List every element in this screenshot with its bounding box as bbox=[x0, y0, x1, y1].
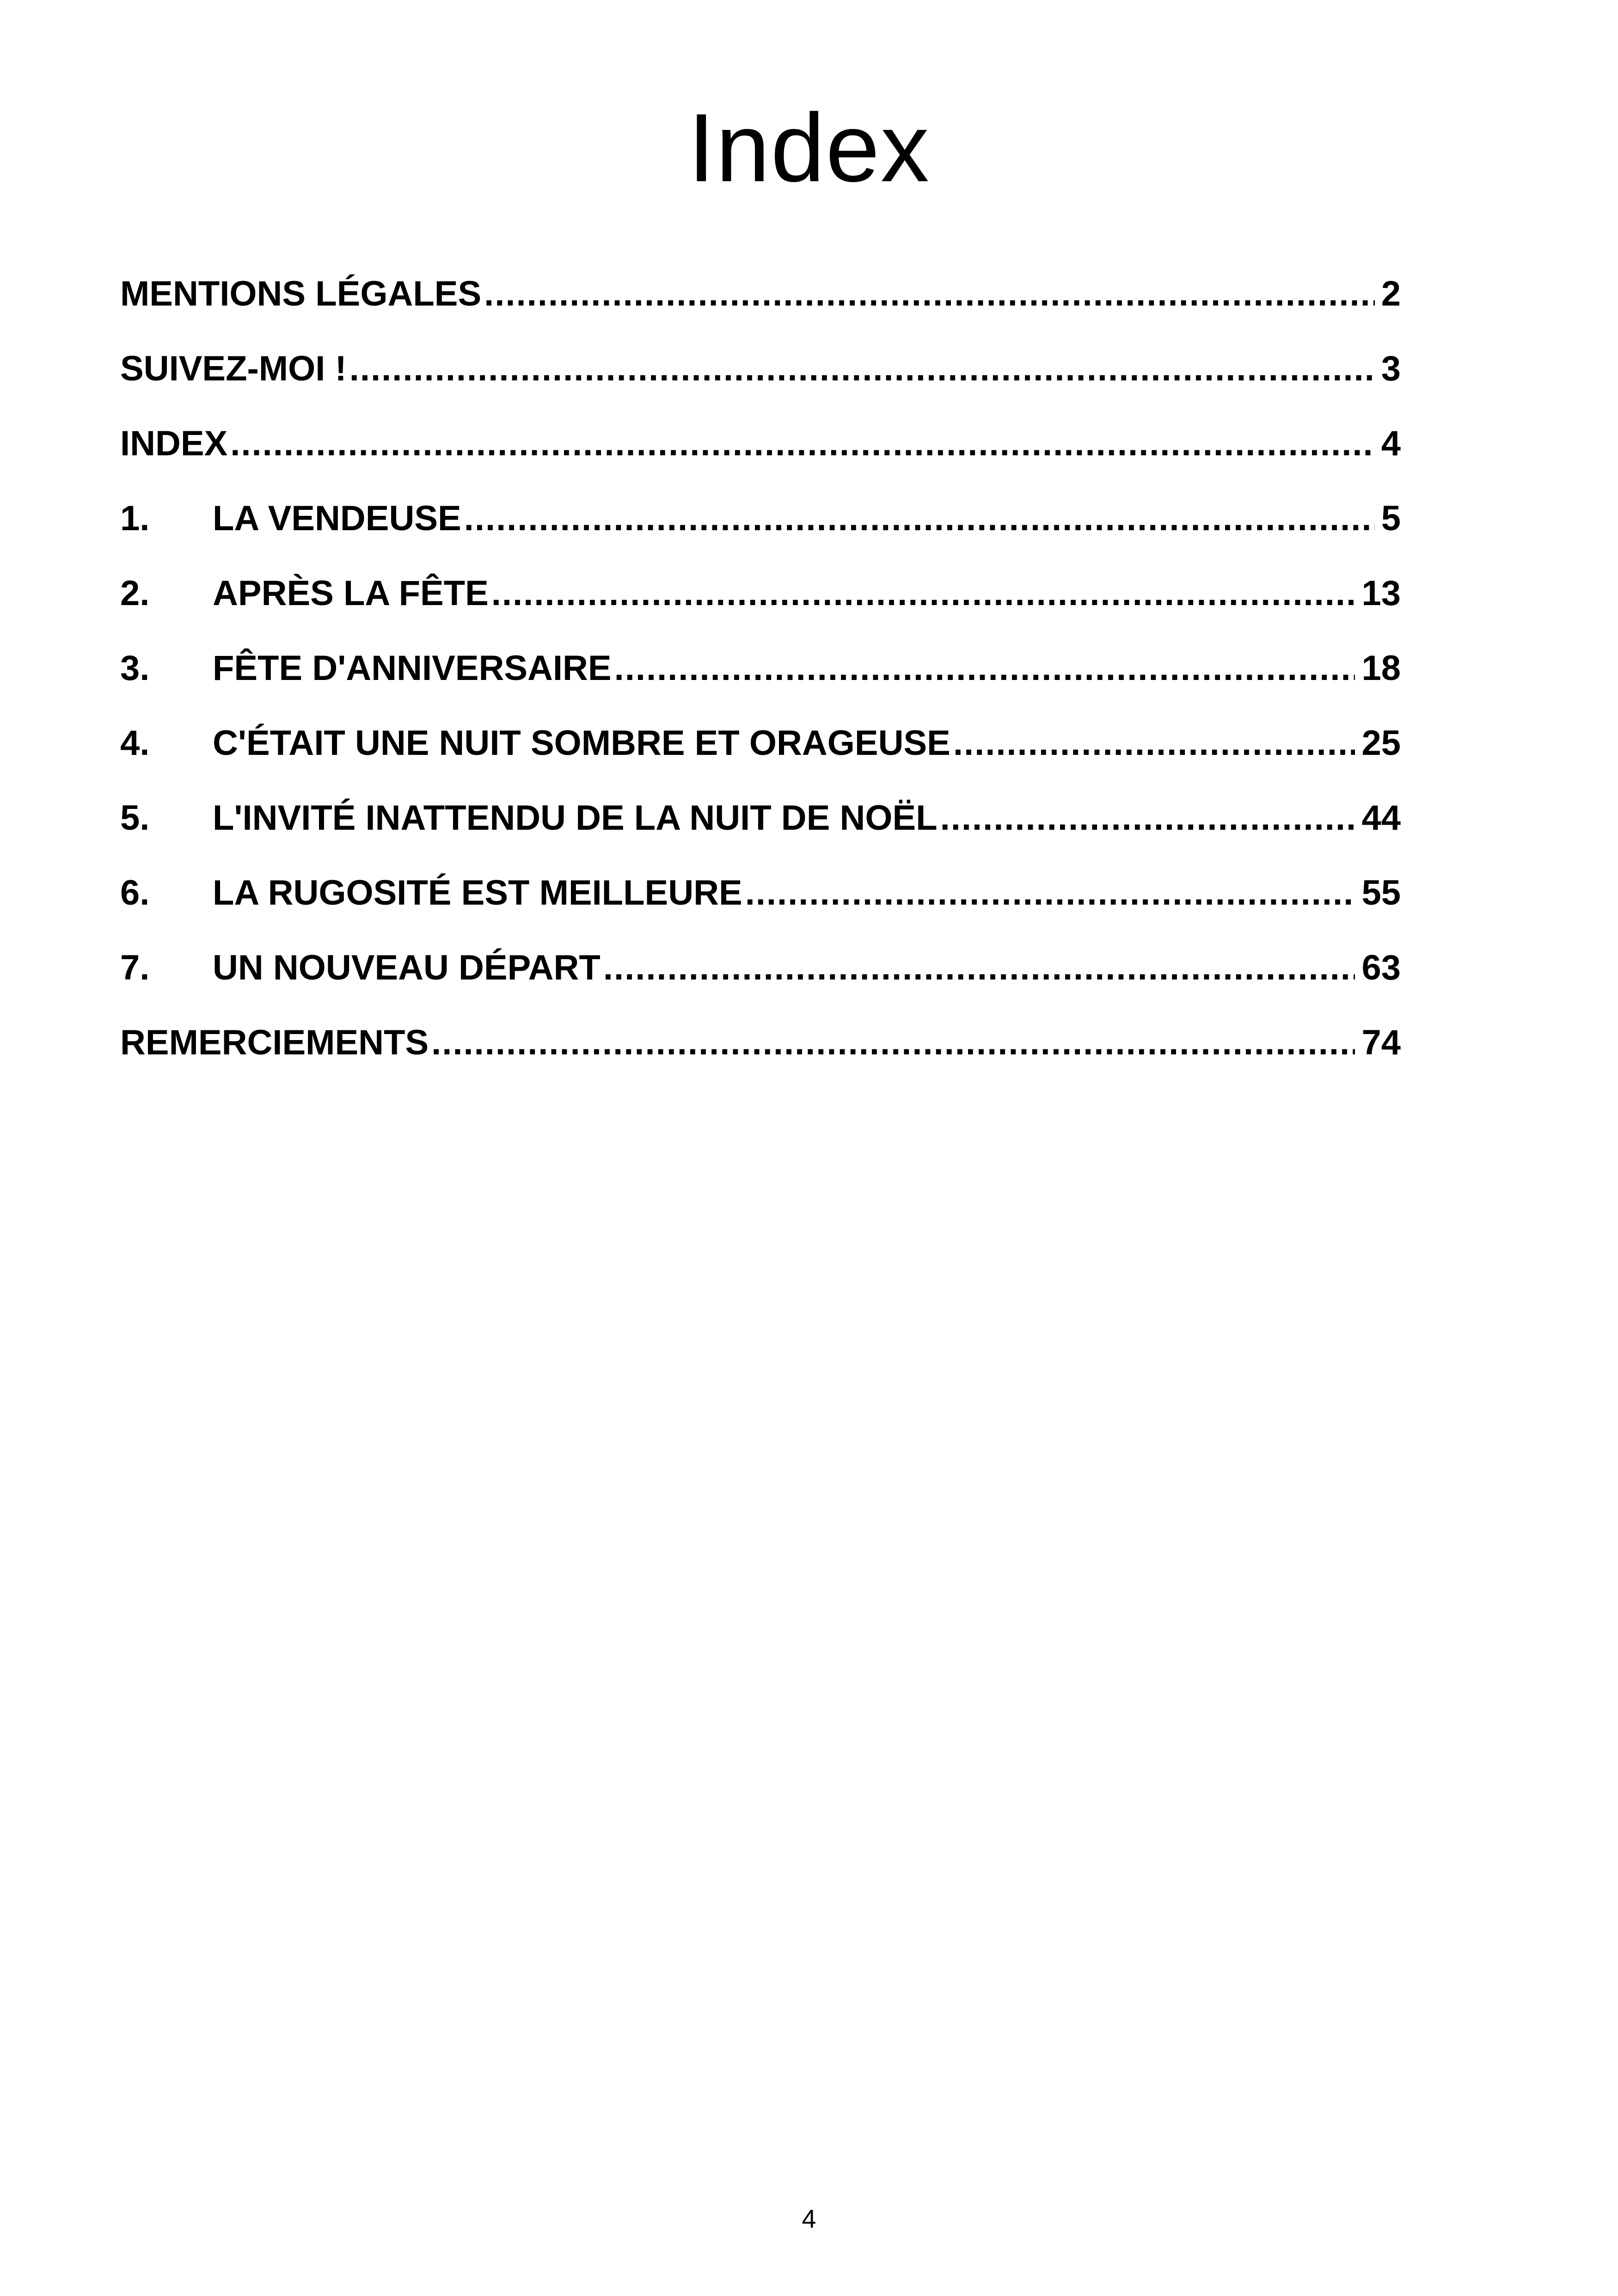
toc-entry[interactable] bbox=[120, 481, 1401, 556]
toc-entry-page: 13 bbox=[1361, 574, 1401, 613]
toc-entry[interactable] bbox=[120, 331, 1401, 406]
toc-entry[interactable] bbox=[120, 631, 1401, 706]
page-title: Index bbox=[688, 93, 930, 202]
toc-entry-number: 7. bbox=[120, 948, 150, 987]
toc-entry-number: 2. bbox=[120, 574, 150, 613]
toc-entry-page: 5 bbox=[1381, 499, 1401, 538]
toc-entry-page: 44 bbox=[1361, 798, 1401, 838]
toc-entry-page: 3 bbox=[1381, 349, 1401, 388]
toc-entry[interactable] bbox=[120, 556, 1401, 631]
toc-entry-page: 74 bbox=[1361, 1023, 1401, 1062]
toc-entry-number: 4. bbox=[120, 723, 150, 763]
toc-entry-label: FÊTE D'ANNIVERSAIRE bbox=[213, 649, 612, 688]
toc-entry-label: INDEX bbox=[120, 424, 228, 463]
toc-entry-label: REMERCIEMENTS bbox=[120, 1023, 429, 1062]
toc-entry[interactable] bbox=[120, 781, 1401, 856]
toc-entry-label: MENTIONS LÉGALES bbox=[120, 274, 482, 313]
toc-dot-leader bbox=[431, 1005, 1355, 1080]
toc-dot-leader bbox=[491, 556, 1355, 631]
toc-entry-label: LA VENDEUSE bbox=[213, 499, 461, 538]
toc-entry-label: LA RUGOSITÉ EST MEILLEURE bbox=[213, 873, 742, 912]
toc-dot-leader bbox=[614, 631, 1355, 706]
toc-dot-leader bbox=[745, 856, 1355, 931]
toc-entry-label: UN NOUVEAU DÉPART bbox=[213, 948, 601, 987]
toc-entry-page: 55 bbox=[1361, 873, 1401, 912]
toc-entry-page: 63 bbox=[1361, 948, 1401, 987]
toc-dot-leader bbox=[349, 331, 1375, 406]
toc-entry-number: 3. bbox=[120, 649, 150, 688]
toc-entry-page: 25 bbox=[1361, 723, 1401, 763]
table-of-contents bbox=[120, 257, 1401, 1080]
toc-entry-page: 2 bbox=[1381, 274, 1401, 313]
toc-dot-leader bbox=[953, 706, 1355, 781]
toc-entry[interactable] bbox=[120, 406, 1401, 481]
toc-entry-label: APRÈS LA FÊTE bbox=[213, 574, 489, 613]
toc-dot-leader bbox=[464, 481, 1375, 556]
toc-entry-number: 6. bbox=[120, 873, 150, 912]
toc-entry-label: L'INVITÉ INATTENDU DE LA NUIT DE NOËL bbox=[213, 798, 938, 838]
toc-entry-label: C'ÉTAIT UNE NUIT SOMBRE ET ORAGEUSE bbox=[213, 723, 950, 763]
toc-dot-leader bbox=[940, 781, 1355, 856]
toc-entry-number: 5. bbox=[120, 798, 150, 838]
toc-dot-leader bbox=[230, 406, 1374, 481]
page-number: 4 bbox=[802, 2204, 816, 2233]
toc-entry-label: SUIVEZ-MOI ! bbox=[120, 349, 347, 388]
toc-dot-leader bbox=[484, 257, 1375, 331]
toc-entry[interactable] bbox=[120, 856, 1401, 931]
toc-entry-page: 18 bbox=[1361, 649, 1401, 688]
toc-entry-page: 4 bbox=[1381, 424, 1401, 463]
toc-entry[interactable] bbox=[120, 706, 1401, 781]
toc-entry[interactable] bbox=[120, 931, 1401, 1005]
toc-entry[interactable] bbox=[120, 257, 1401, 331]
toc-entry[interactable] bbox=[120, 1005, 1401, 1080]
toc-dot-leader bbox=[603, 931, 1355, 1005]
toc-entry-number: 1. bbox=[120, 499, 150, 538]
